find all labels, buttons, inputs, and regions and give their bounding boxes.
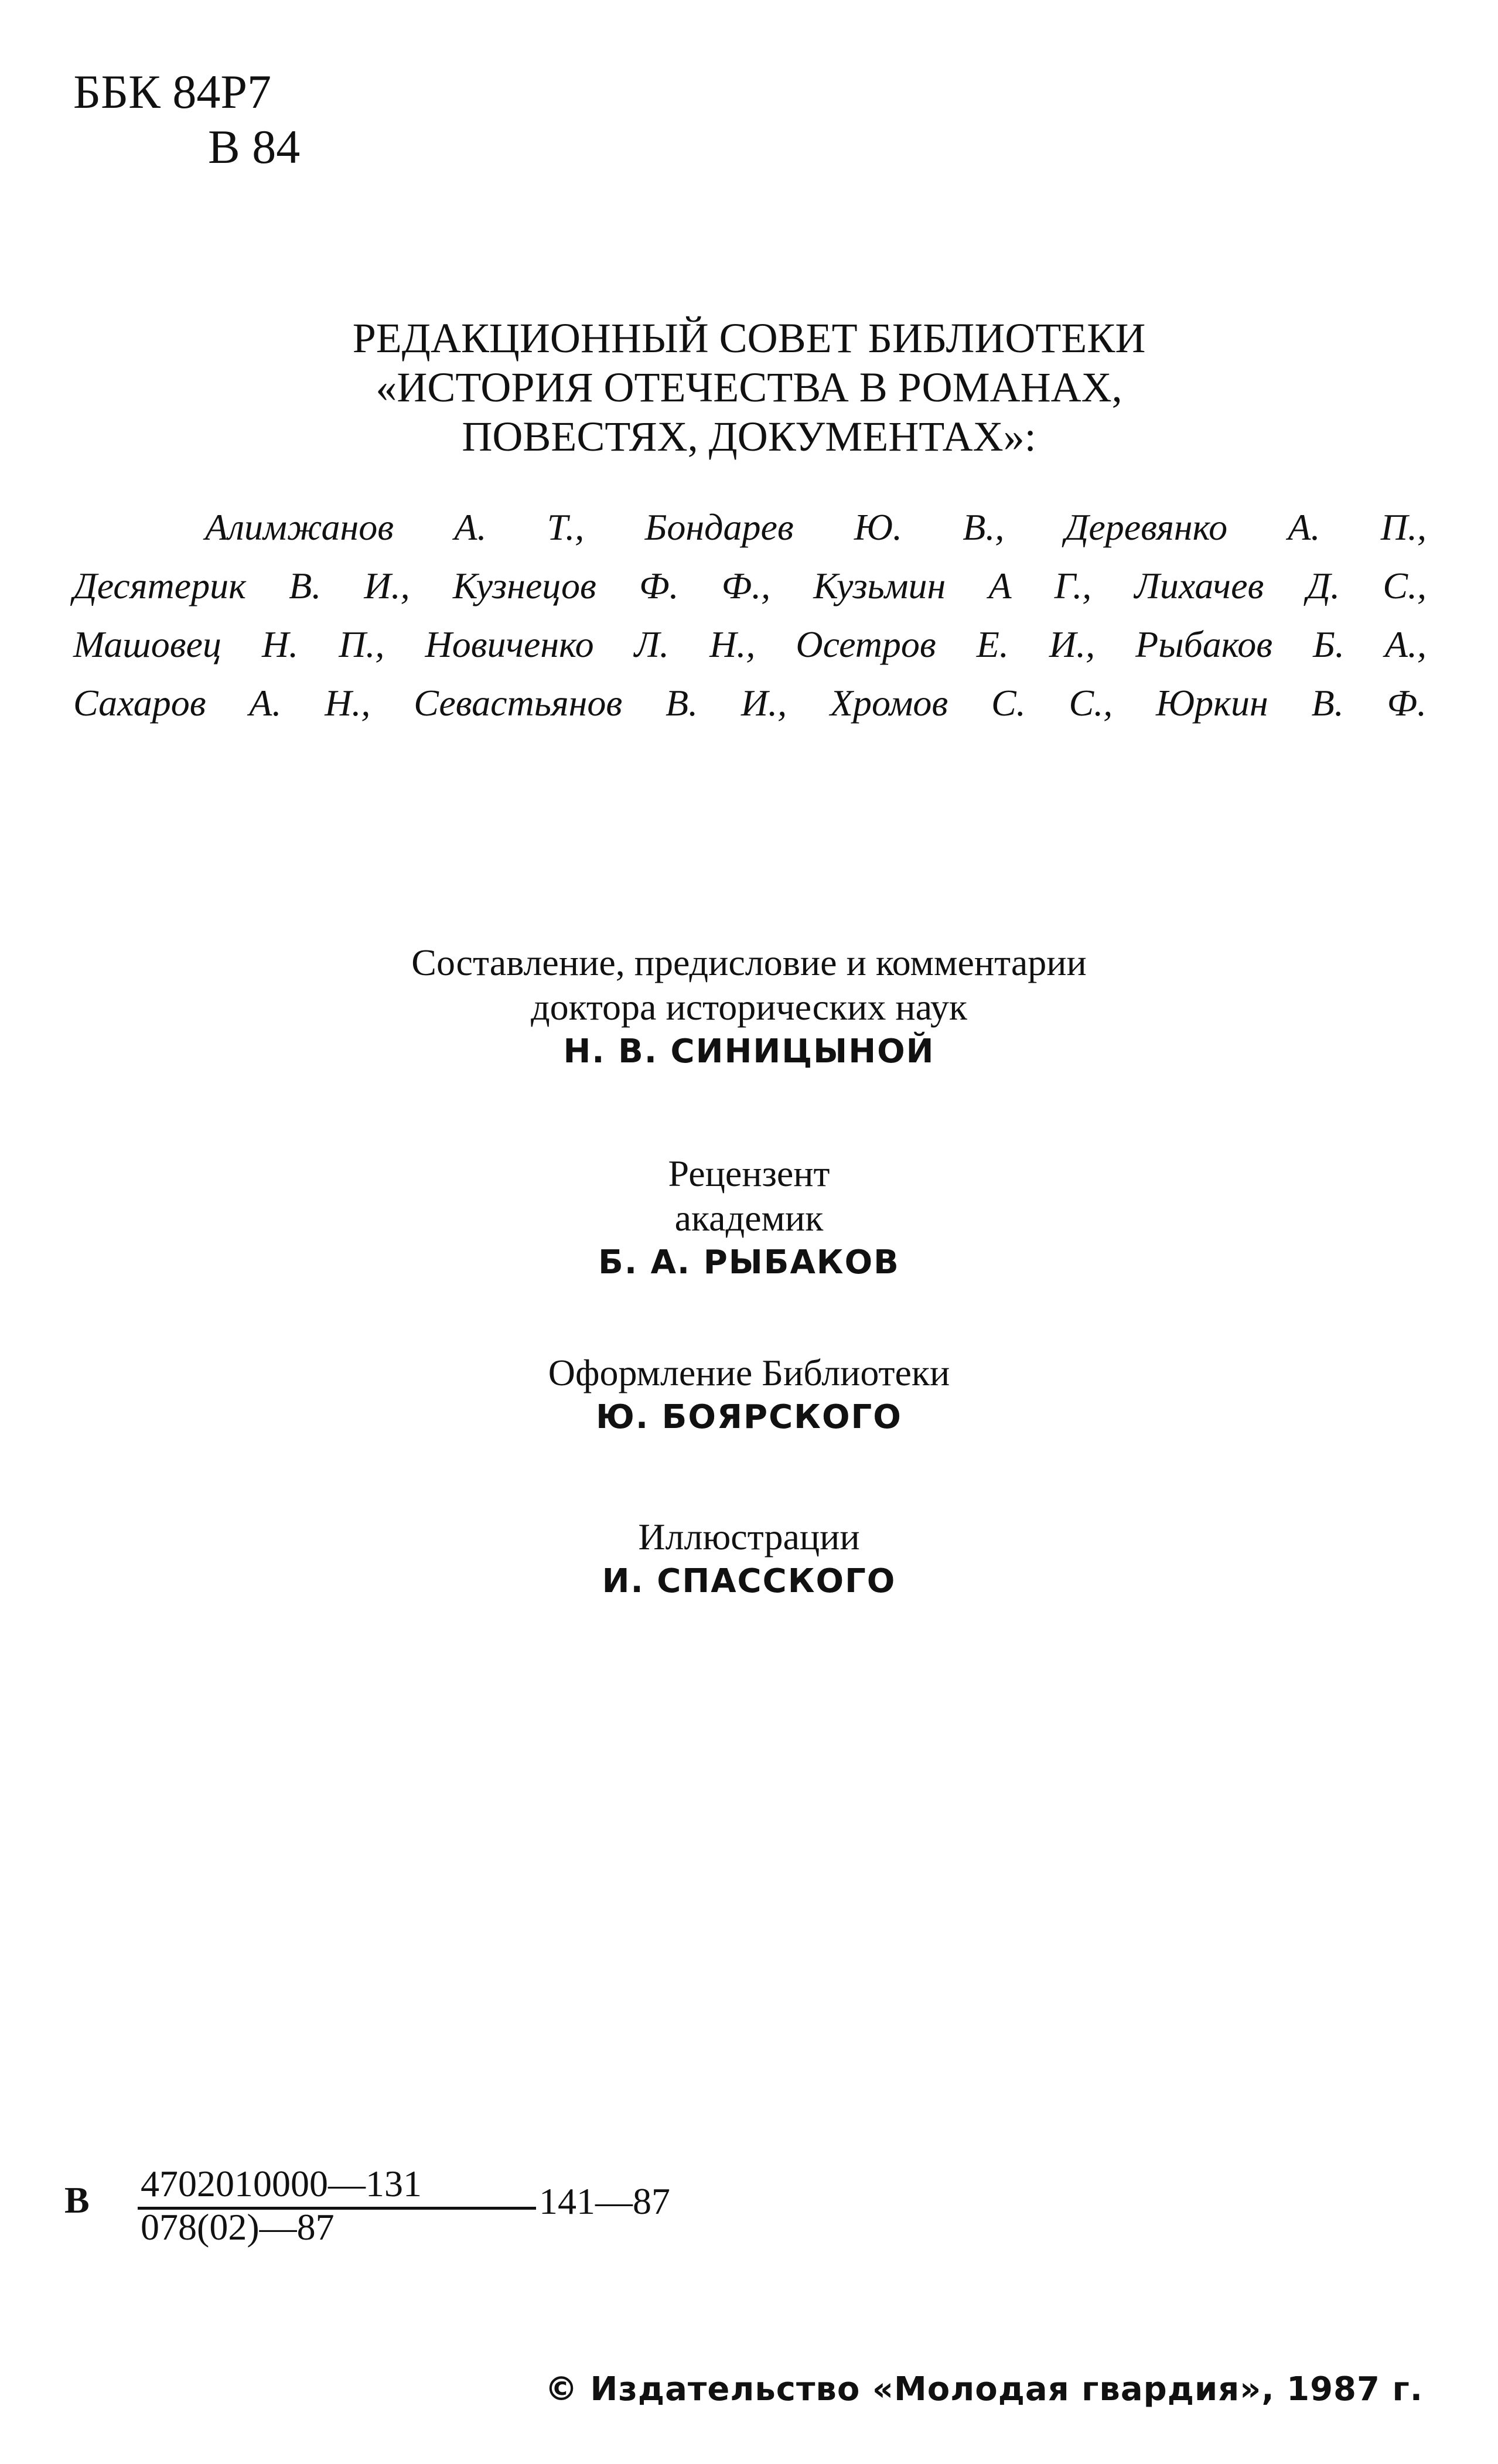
compiler-name: Н. В. СИНИЦЫНОЙ [563, 1032, 935, 1071]
compilation-credit [0, 940, 1498, 1074]
reviewer-title: академик [674, 1197, 824, 1239]
reviewer-name: Б. А. РЫБАКОВ [598, 1243, 900, 1282]
index-suffix: 141—87 [539, 2180, 670, 2222]
copyright-notice: © Издательство «Молодая гвардия», 1987 г. [545, 2370, 1423, 2408]
illustrations-credit [0, 1515, 1498, 1604]
illustrations-label: Иллюстрации [638, 1516, 860, 1558]
members-line: Алимжанов А. Т., Бондарев Ю. В., Деревянко А. П., [205, 506, 1427, 548]
editorial-council-members [73, 498, 1427, 732]
members-line: Машовец Н. П., Новиченко Л. Н., Осетров Е. И., Рыбаков Б. А., [73, 623, 1427, 665]
editorial-council-heading [0, 313, 1498, 461]
bbk-code: ББК 84Р7 [73, 65, 271, 118]
index-numerator: 4702010000—131 [141, 2163, 422, 2204]
author-mark: В 84 [208, 120, 301, 173]
compilation-line: Составление, предисловие и комментарии [411, 942, 1087, 983]
heading-line: РЕДАКЦИОННЫЙ СОВЕТ БИБЛИОТЕКИ [352, 315, 1146, 362]
reviewer-credit [0, 1151, 1498, 1285]
heading-line: ПОВЕСТЯХ, ДОКУМЕНТАХ»: [462, 413, 1036, 460]
illustrator-name: И. СПАССКОГО [602, 1562, 896, 1600]
reviewer-label: Рецензент [668, 1153, 830, 1194]
index-denominator: 078(02)—87 [141, 2206, 335, 2248]
bbk-classification [73, 64, 300, 175]
compilation-line: доктора исторических наук [531, 986, 967, 1028]
design-credit [0, 1351, 1498, 1440]
index-letter: В [64, 2179, 90, 2221]
members-line: Десятерик В. И., Кузнецов Ф. Ф., Кузьмин А Г., Лихачев Д. С., [73, 565, 1427, 606]
designer-name: Ю. БОЯРСКОГО [596, 1398, 902, 1436]
members-line: Сахаров А. Н., Севастьянов В. И., Хромов С. С., Юркин В. Ф. [73, 682, 1427, 724]
heading-line: «ИСТОРИЯ ОТЕЧЕСТВА В РОМАНАХ, [376, 364, 1122, 411]
design-label: Оформление Библиотеки [548, 1352, 950, 1393]
